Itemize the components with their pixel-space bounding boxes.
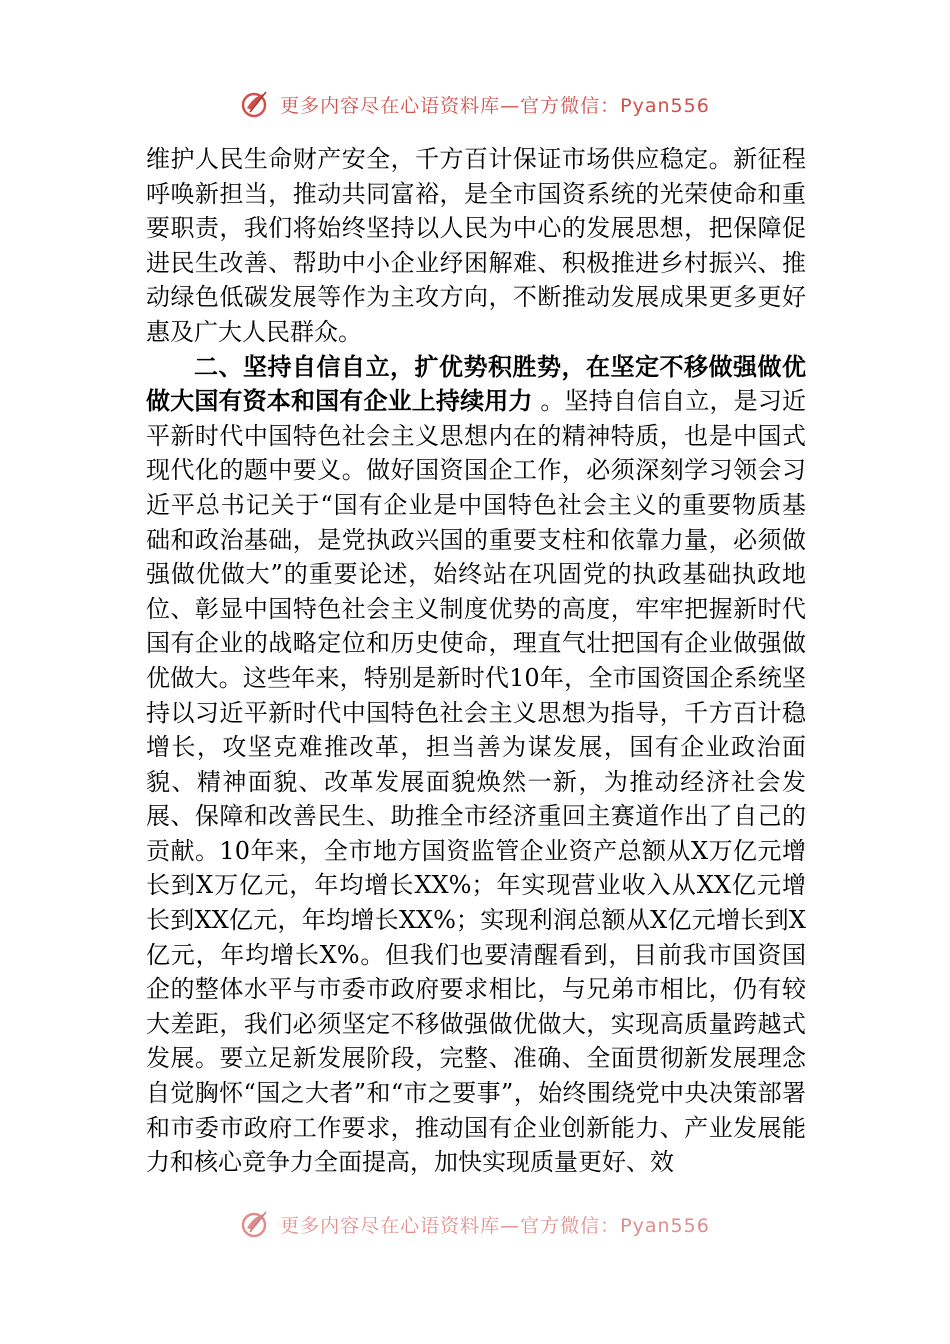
watermark-text: 更多内容尽在心语资料库—官方微信：Pyan556 [280, 94, 710, 117]
brand-logo-icon [240, 1208, 272, 1240]
paragraph-body-text: 。坚持自信自立，是习近平新时代中国特色社会主义思想内在的精神特质，也是中国式现代化的题中要义。做好国资国企工作，必须深刻学习领会习近平总书记关于“国有企业是中国特色社会主义的重要物质基础和政治基础，是党执政兴国的重要支柱和依靠力量，必须做强做优做大”的重要论述，始终站在巩固党的执政基础执政地位、彰显中国特色社会主义制度优势的高度，牢牢把握新时代国有企业的战略定位和历史使命，理直气壮把国有企业做强做优做大。这些年来，特别是新时代10年，全市国资国企系统坚持以习近平新时代中国特色社会主义思想为指导，千方百计稳增长，攻坚克难推改革，担当善为谋发展，国有企业政治面貌、精神面貌、改革发展面貌焕然一新，为推动经济社会发展、保障和改善民生、助推全市经济重回主赛道作出了自己的贡献。10年来，全市地方国资监管企业资产总额从X万亿元增长到X万亿元，年均增长XX%；年实现营业收入从XX亿元增长到XX亿元，年均增长XX%；实现利润总额从X亿元增长到X亿元，年均增长X%。但我们也要清醒看到，目前我市国资国企的整体水平与市委市政府要求相比，与兄弟市相比，仍有较大差距，我们必须坚定不移做强做优做大，实现高质量跨越式发展。要立足新发展阶段，完整、准确、全面贯彻新发展理念自觉胸怀“国之大者”和“市之要事”，始终围绕党中央决策部署和市委市政府工作要求，推动国有企业创新能力、产业发展能力和核心竞争力全面提高，加快实现质量更好、效 [146, 387, 806, 1177]
paragraph-self-reliance [146, 350, 806, 1180]
paragraph-people-livelihood: 维护人民生命财产安全，千方百计保证市场供应稳定。新征程呼唤新担当，推动共同富裕，是全市国资系统的光荣使命和重要职责，我们将始终坚持以人民为中心的发展思想，把保障促进民生改善、帮助中小企业纾困解难、积极推进乡村振兴、推动绿色低碳发展等作为主攻方向，不断推动发展成果更多更好惠及广大人民群众。 [146, 145, 806, 346]
watermark-footer [0, 1206, 950, 1242]
document-body [146, 142, 806, 1180]
section-heading-2: 二、坚持自信自立，扩优势积胜势，在坚定不移做强做优做大国有资本和国有企业上持续用力 [146, 351, 806, 416]
brand-logo-icon [240, 88, 272, 120]
watermark-text: 更多内容尽在心语资料库—官方微信：Pyan556 [280, 1214, 710, 1237]
watermark-header [0, 86, 950, 122]
